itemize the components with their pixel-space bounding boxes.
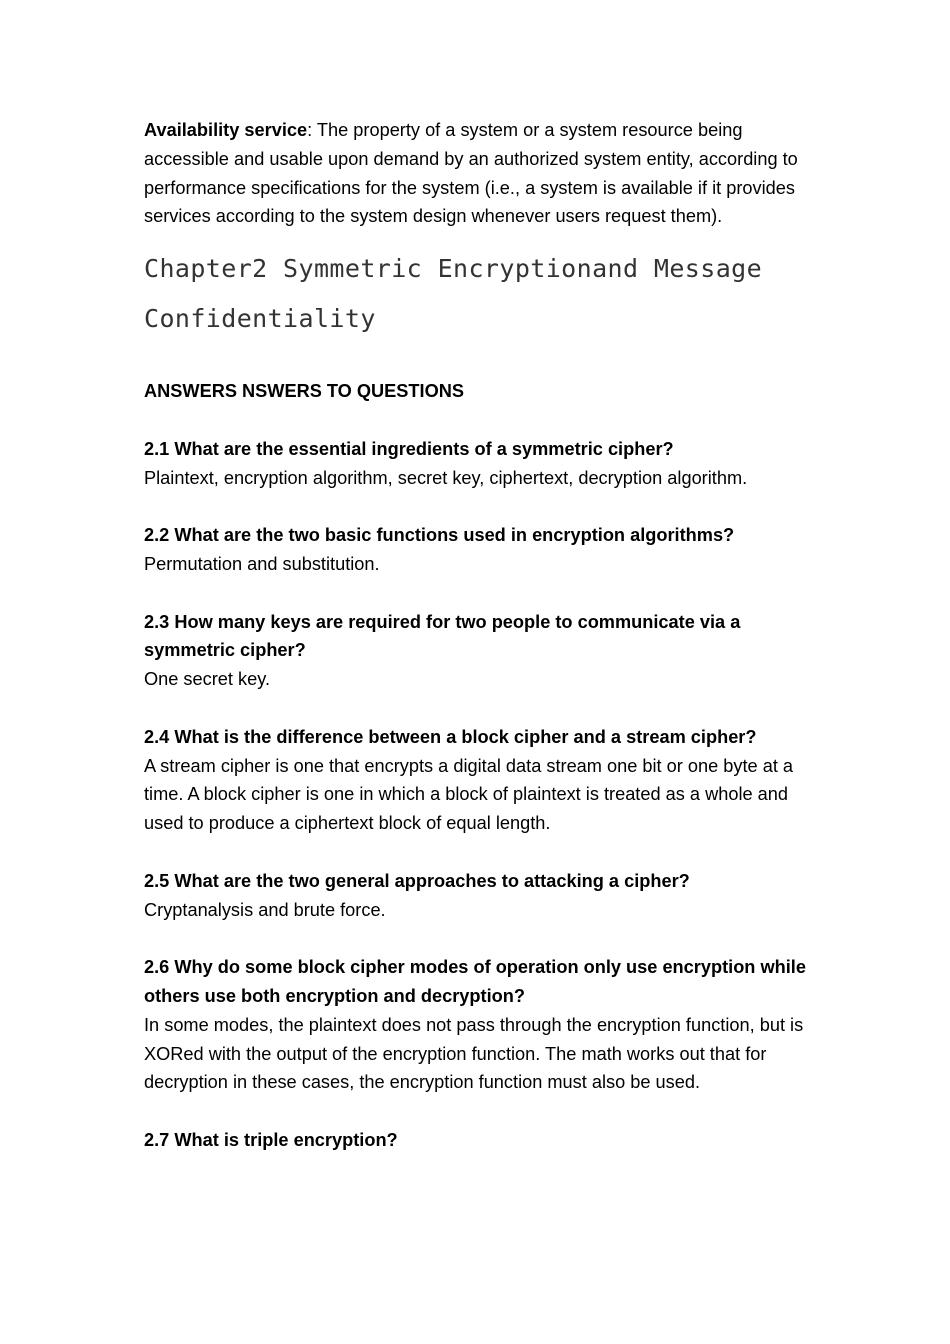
chapter-title: Chapter2 Symmetric Encryptionand Message Confidentiality <box>144 254 763 334</box>
answer-text: A stream cipher is one that encrypts a digital data stream one bit or one byte at a time. A block cipher is one in which a block of plaintext is treated as a whole and used to produce a ciphertext block of equal length. <box>144 755 794 834</box>
intro-paragraph <box>144 116 812 231</box>
question-text: 2.4 What is the difference between a block cipher and a stream cipher? <box>144 726 757 747</box>
qa-item <box>144 435 812 493</box>
answer-text: One secret key. <box>144 669 271 690</box>
question-text: 2.6 Why do some block cipher modes of operation only use encryption while others use both encryption and decryption? <box>144 957 806 1006</box>
qa-item <box>144 608 812 694</box>
intro-term: Availability service <box>144 120 308 140</box>
question-text: 2.7 What is triple encryption? <box>144 1129 398 1150</box>
question-text: 2.1 What are the essential ingredients of a symmetric cipher? <box>144 438 674 459</box>
qa-item <box>144 723 812 838</box>
section-heading: ANSWERS NSWERS TO QUESTIONS <box>144 381 464 402</box>
question-text: 2.3 How many keys are required for two people to communicate via a symmetric cipher? <box>144 611 741 661</box>
qa-item <box>144 521 812 579</box>
answer-text: In some modes, the plaintext does not pass through the encryption function, but is XORed with the output of the encryption function. The math works out that for decryption in these cases, the encryption function must also be used. <box>144 1014 804 1093</box>
qa-item <box>144 1126 812 1155</box>
document-page <box>144 116 812 1155</box>
answer-text: Cryptanalysis and brute force. <box>144 899 386 920</box>
answer-text: Plaintext, encryption algorithm, secret key, ciphertext, decryption algorithm. <box>144 467 748 488</box>
question-text: 2.2 What are the two basic functions used in encryption algorithms? <box>144 525 735 546</box>
qa-item <box>144 867 812 925</box>
answer-text: Permutation and substitution. <box>144 553 380 574</box>
intro-text: : The property of a system or a system resource being accessible and usable upon demand by an authorized system entity, according to performance specifications for the system (i.e., a system is available if it provides services according to the system design whenever users request them). <box>144 120 798 227</box>
qa-item <box>144 953 812 1097</box>
question-text: 2.5 What are the two general approaches to attacking a cipher? <box>144 870 690 891</box>
